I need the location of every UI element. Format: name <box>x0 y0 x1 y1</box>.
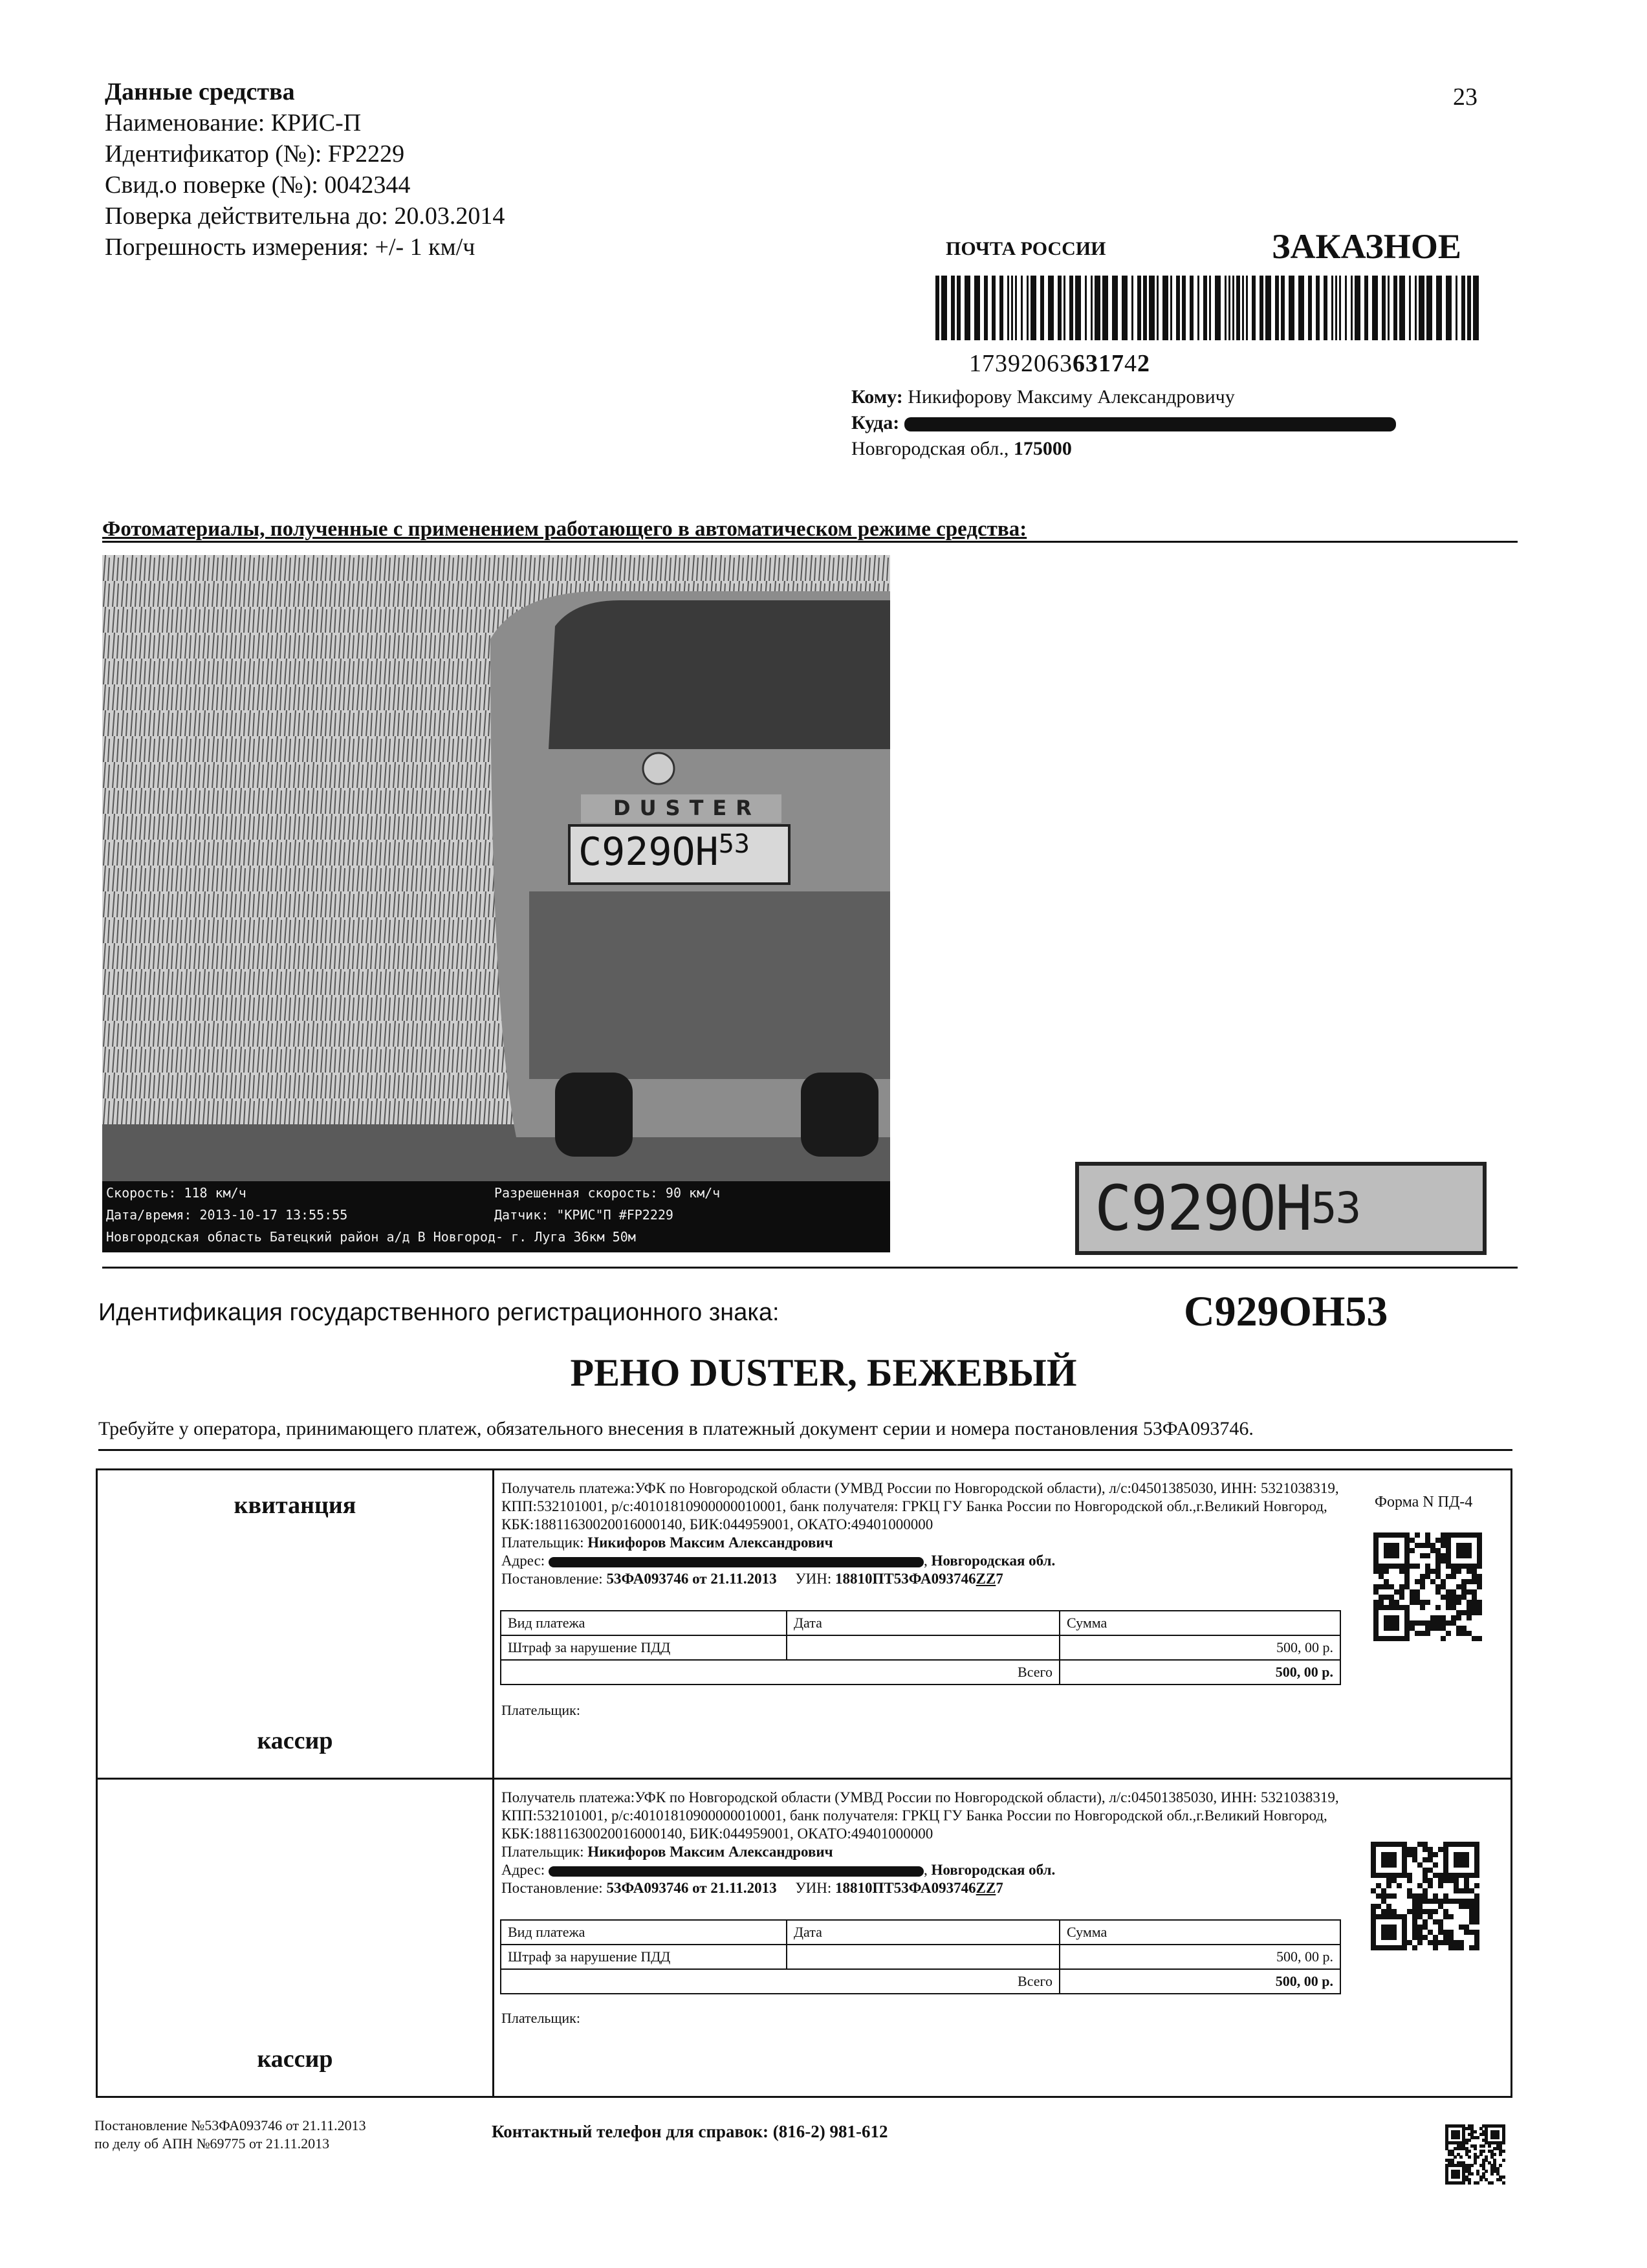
address-region: Новгородская обл. <box>931 1553 1056 1569</box>
form-label: Форма N ПД-4 <box>1375 1494 1473 1510</box>
photo-heading: Фотоматериалы, полученные с применением работающего в автоматическом режиме средства: <box>102 518 1027 541</box>
receipt-address-redaction-2 <box>549 1866 924 1877</box>
device-certificate: Свид.о поверке (№): 0042344 <box>105 171 411 199</box>
photo-plate-main: С929ОН <box>578 829 719 875</box>
caption-allowed-speed: Разрешенная скорость: 90 км/ч <box>494 1185 721 1201</box>
payer-sign-bottom: Плательщик: <box>501 2010 580 2026</box>
device-error: Погрешность измерения: +/- 1 км/ч <box>105 234 475 261</box>
row-sum-2: 500, 00 р. <box>1060 1945 1340 1969</box>
identification-label: Идентификация государственного регистрационного знака: <box>98 1299 780 1326</box>
row-type: Штраф за нарушение ПДД <box>501 1635 787 1660</box>
to-label: Кому: <box>851 386 903 408</box>
uin-value: 18810ПТ53ФА093746 <box>835 1571 976 1587</box>
device-info <box>105 76 505 263</box>
address-region-2: Новгородская обл. <box>931 1862 1056 1878</box>
cashier-label-bottom: кассир <box>257 2045 333 2073</box>
row-type-2: Штраф за нарушение ПДД <box>501 1945 787 1969</box>
col-type-2: Вид платежа <box>501 1920 787 1945</box>
col-sum-2: Сумма <box>1060 1920 1340 1945</box>
recipient-details: Получатель платежа:УФК по Новгородской области (УМВД России по Новгородской области), л/с:04501385030, ИНН: 5321038319, КПП:532101001, р/с:40101810900000010001, банк получателя: ГРКЦ ГУ Банка России по Новгородской обл.,г.Великий Новгород, КБК:18811630020016000140, БИК:044959001, ОКАТО:49401000000 <box>501 1480 1339 1532</box>
post-label: ПОЧТА РОССИИ <box>946 238 1106 259</box>
address-redaction <box>904 417 1396 431</box>
photo-heading-rule <box>102 541 1518 543</box>
cashier-label-top: кассир <box>257 1727 333 1754</box>
receipt-details-bottom: Получатель платежа:УФК по Новгородской области (УМВД России по Новгородской области), л/с:04501385030, ИНН: 5321038319, КПП:532101001, р/с:40101810900000010001, банк получателя: ГРКЦ ГУ Банка России по Новгородской обл.,г.Великий Новгород, КБК:18811630020016000140, БИК:044959001, ОКАТО:49401000000 Плательщик: Никифоров Максим Александрович Адрес: , Новгородская обл. Постановление: 53ФА093746 от 21.11.2013 УИН: 18810ПТ53ФА093746ZZ7 <box>501 1789 1426 1897</box>
barcode-bold: 6317 <box>1073 350 1124 377</box>
payer-name: Никифоров Максим Александрович <box>587 1534 833 1551</box>
receipt-horizontal-divider <box>98 1778 1511 1780</box>
col-type: Вид платежа <box>501 1611 787 1635</box>
caption-datetime: Дата/время: 2013-10-17 13:55:55 <box>106 1207 348 1223</box>
decree-value-2: 53ФА093746 от 21.11.2013 <box>606 1880 777 1896</box>
receipt-address-redaction <box>549 1557 924 1567</box>
receipt-details-top: Получатель платежа:УФК по Новгородской области (УМВД России по Новгородской области), л/с:04501385030, ИНН: 5321038319, КПП:532101001, р/с:40101810900000010001, банк получателя: ГРКЦ ГУ Банка России по Новгородской обл.,г.Великий Новгород, КБК:18811630020016000140, БИК:044959001, ОКАТО:49401000000 Плательщик: Никифоров Максим Александрович Адрес: , Новгородская обл. Постановление: 53ФА093746 от 21.11.2013 УИН: 18810ПТ53ФА093746ZZ7 <box>501 1479 1426 1588</box>
photo-caption <box>102 1181 890 1252</box>
identification-plate: С929ОН53 <box>1184 1288 1388 1335</box>
qr-code-footer <box>1445 2124 1505 2184</box>
requirement-rule <box>98 1449 1512 1451</box>
row-date-2 <box>787 1945 1060 1969</box>
uin-label-2: УИН: <box>795 1880 832 1896</box>
barcode <box>935 276 1480 340</box>
camera-photo <box>102 555 890 1252</box>
qr-code-top <box>1373 1532 1482 1641</box>
requirement-text: Требуйте у оператора, принимающего платеж, обязательного внесения в платежный документ серии и номера постановления 53ФА093746. <box>98 1418 1254 1439</box>
receipt-vertical-divider <box>492 1470 494 2096</box>
footer-decree-line: Постановление №53ФА093746 от 21.11.2013 <box>94 2117 366 2133</box>
device-heading: Данные средства <box>105 78 295 105</box>
payer-label: Плательщик: <box>501 1534 584 1551</box>
payer-label-2: Плательщик: <box>501 1844 584 1860</box>
receipt-title: квитанция <box>234 1492 356 1519</box>
duster-badge: DUSTER <box>613 796 761 820</box>
row-date <box>787 1635 1060 1660</box>
footer-decree <box>94 2117 366 2153</box>
recipient-details-2: Получатель платежа:УФК по Новгородской области (УМВД России по Новгородской области), л/с:04501385030, ИНН: 5321038319, КПП:532101001, р/с:40101810900000010001, банк получателя: ГРКЦ ГУ Банка России по Новгородской обл.,г.Великий Новгород, КБК:18811630020016000140, БИК:044959001, ОКАТО:49401000000 <box>501 1789 1339 1842</box>
row-sum: 500, 00 р. <box>1060 1635 1340 1660</box>
car-rear-illustration <box>102 555 890 1181</box>
recipient-block <box>851 384 1396 462</box>
barcode-prefix: 17392063 <box>969 350 1073 377</box>
barcode-mid: 4 <box>1124 350 1137 377</box>
total-label-2: Всего <box>501 1969 1060 1994</box>
barcode-end: 2 <box>1137 350 1150 377</box>
plate-crop-region: 53 <box>1311 1183 1360 1233</box>
photo-bottom-rule <box>102 1267 1518 1269</box>
photo-plate-region: 53 <box>718 829 750 859</box>
uin-last-2: 7 <box>996 1880 1003 1896</box>
device-name: Наименование: КРИС-П <box>105 109 362 136</box>
plate-crop <box>1075 1162 1487 1255</box>
uin-tail-2: ZZ <box>976 1880 996 1896</box>
payer-sign-top: Плательщик: <box>501 1702 580 1718</box>
address-label: Адрес: <box>501 1553 545 1569</box>
footer-case-line: по делу об АПН №69775 от 21.11.2013 <box>94 2135 330 2152</box>
address-label-2: Адрес: <box>501 1862 545 1878</box>
footer-contact: Контактный телефон для справок: (816-2) 981-612 <box>492 2122 888 2141</box>
payment-receipt <box>96 1468 1512 2098</box>
caption-speed: Скорость: 118 км/ч <box>106 1185 246 1201</box>
photo-plate <box>578 829 750 875</box>
payment-table-bottom <box>500 1919 1341 1994</box>
barcode-number <box>969 349 1150 378</box>
col-date-2: Дата <box>787 1920 1060 1945</box>
col-date: Дата <box>787 1611 1060 1635</box>
where-label: Куда: <box>851 412 900 433</box>
uin-tail: ZZ <box>976 1571 996 1587</box>
vehicle-model: РЕНО DUSTER, БЕЖЕВЫЙ <box>570 1351 1077 1394</box>
qr-code-bottom <box>1371 1842 1479 1950</box>
region: Новгородская обл., <box>851 438 1009 459</box>
registered-label: ЗАКАЗНОЕ <box>1272 227 1461 266</box>
payment-table-top <box>500 1610 1341 1685</box>
total-sum-2: 500, 00 р. <box>1060 1969 1340 1994</box>
device-identifier: Идентификатор (№): FP2229 <box>105 140 405 168</box>
col-sum: Сумма <box>1060 1611 1340 1635</box>
decree-label: Постановление: <box>501 1571 603 1587</box>
payer-name-2: Никифоров Максим Александрович <box>587 1844 833 1860</box>
device-valid-until: Поверка действительна до: 20.03.2014 <box>105 202 505 230</box>
caption-location: Новгородская область Батецкий район а/д В Новгород- г. Луга 36км 50м <box>106 1229 636 1245</box>
uin-value-2: 18810ПТ53ФА093746 <box>835 1880 976 1896</box>
uin-last: 7 <box>996 1571 1003 1587</box>
caption-sensor: Датчик: "КРИС"П #FP2229 <box>494 1207 673 1223</box>
decree-value: 53ФА093746 от 21.11.2013 <box>606 1571 777 1587</box>
decree-label-2: Постановление: <box>501 1880 603 1896</box>
total-sum: 500, 00 р. <box>1060 1660 1340 1685</box>
total-label: Всего <box>501 1660 1060 1685</box>
postcode: 175000 <box>1013 438 1072 459</box>
to-value: Никифорову Максиму Александровичу <box>908 386 1235 408</box>
uin-label: УИН: <box>795 1571 832 1587</box>
page-number: 23 <box>1453 83 1478 111</box>
plate-crop-main: С929ОН <box>1095 1172 1311 1245</box>
